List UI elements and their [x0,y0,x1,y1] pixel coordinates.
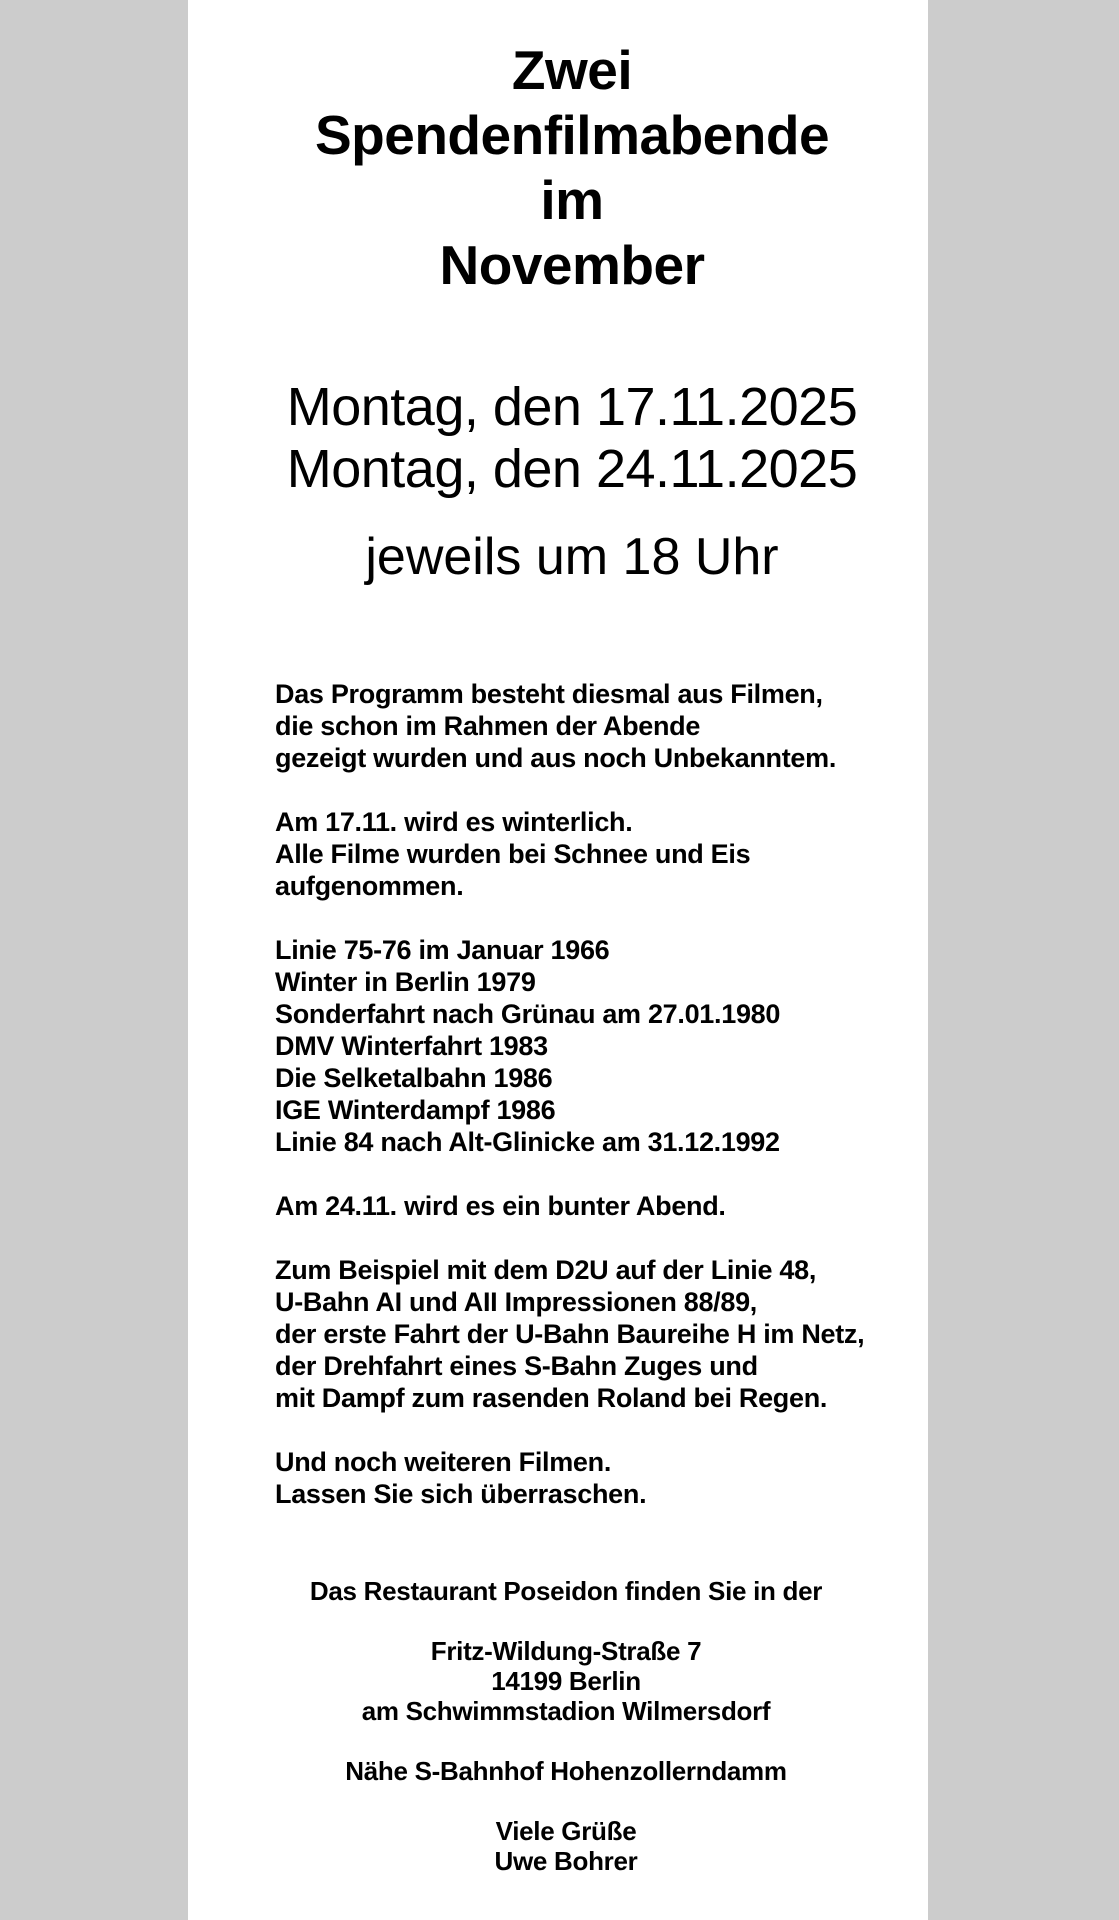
film-list-item: IGE Winterdampf 1986 [275,1095,556,1125]
body-line: Alle Filme wurden bei Schnee und Eis [275,839,751,869]
film-list-item: DMV Winterfahrt 1983 [275,1031,548,1061]
signature-greeting: Viele Grüße [495,1816,637,1846]
restaurant-intro: Das Restaurant Poseidon finden Sie in der [309,1576,823,1606]
address-landmark: am Schwimmstadion Wilmersdorf [361,1696,771,1726]
event-time: jeweils um 18 Uhr [365,528,779,586]
film-list-item: mit Dampf zum rasenden Roland bei Regen. [275,1383,828,1413]
page-title-line: im [540,169,604,231]
body-paragraph [275,1190,908,1222]
film-list-item: der Drehfahrt eines S-Bahn Zuges und [275,1351,758,1381]
film-list-item: U-Bahn AI und AII Impressionen 88/89, [275,1287,757,1317]
film-list-item: Linie 75-76 im Januar 1966 [275,935,610,965]
body-paragraph [275,1446,908,1510]
film-list-item: Zum Beispiel mit dem D2U auf der Linie 48, [275,1255,817,1285]
body-line: Am 24.11. wird es ein bunter Abend. [275,1191,726,1221]
address-street: Fritz-Wildung-Straße 7 [430,1636,702,1666]
film-list-bunter-abend [275,1254,908,1414]
film-list-winter [275,934,908,1158]
body-line: die schon im Rahmen der Abende [275,711,701,741]
body-line: Das Programm besteht diesmal aus Filmen, [275,679,823,709]
event-date: Montag, den 17.11.2025 [286,377,858,437]
film-list-item: Linie 84 nach Alt-Glinicke am 31.12.1992 [275,1127,780,1157]
page-title-line: Spendenfilmabende [314,104,830,166]
body-line: Am 17.11. wird es winterlich. [275,807,633,837]
body-line: Lassen Sie sich überraschen. [275,1479,647,1509]
event-date: Montag, den 24.11.2025 [286,439,858,499]
page-title-line: Zwei [511,39,633,101]
film-list-item: Sonderfahrt nach Grünau am 27.01.1980 [275,999,781,1029]
body-text [188,678,928,1510]
body-paragraph [275,678,908,774]
page-title-line: November [439,234,705,296]
signature [204,1816,928,1876]
body-paragraph [275,806,908,902]
film-list-item: Winter in Berlin 1979 [275,967,536,997]
film-list-item: der erste Fahrt der U-Bahn Baureihe H im Netz, [275,1319,865,1349]
signature-name: Uwe Bohrer [494,1846,638,1876]
station-hint: Nähe S-Bahnhof Hohenzollerndamm [345,1756,787,1786]
footer [188,1576,928,1876]
page-title [188,0,928,298]
body-line: aufgenommen. [275,871,464,901]
flyer-sheet [188,0,928,1920]
event-dates [188,376,928,500]
body-line: Und noch weiteren Filmen. [275,1447,612,1477]
film-list-item: Die Selketalbahn 1986 [275,1063,553,1093]
address-city: 14199 Berlin [491,1666,641,1696]
restaurant-address [204,1636,928,1726]
body-line: gezeigt wurden und aus noch Unbekanntem. [275,743,837,773]
